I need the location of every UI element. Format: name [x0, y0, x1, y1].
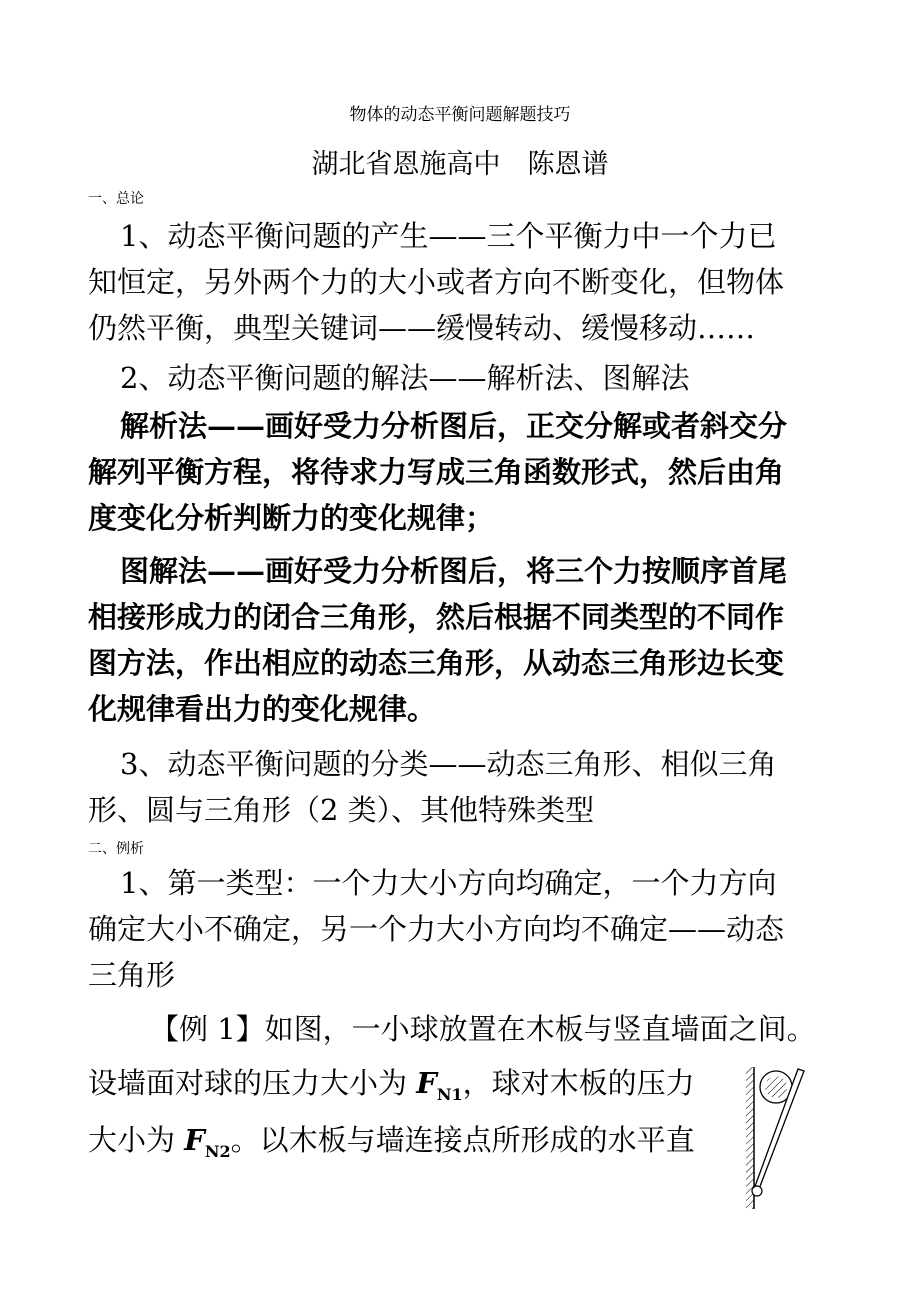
paragraph-analytic-method — [88, 403, 787, 541]
text-line: 大小为 $F_{N2}$。以木板与墙连接点所形成的水平直 — [88, 1123, 695, 1161]
text-line: 1、动态平衡问题的产生——三个平衡力中一个力已 — [120, 219, 777, 253]
ball-shading — [765, 1076, 787, 1098]
text-line: 解析法——画好受力分析图后，正交分解或者斜交分 — [120, 409, 788, 443]
text-line: 知恒定，另外两个力的大小或者方向不断变化，但物体 — [88, 265, 785, 299]
text-line: 3、动态平衡问题的分类——动态三角形、相似三角 — [120, 747, 777, 781]
text-line: 仍然平衡，典型关键词——缓慢转动、缓慢移动…… — [88, 311, 756, 345]
document-author: 湖北省恩施高中 陈恩谱 — [311, 149, 609, 180]
text-line: 三角形 — [88, 958, 176, 992]
text-line: 相接形成力的闭合三角形，然后根据不同类型的不同作 — [88, 600, 785, 634]
text-line: 图方法，作出相应的动态三角形，从动态三角形边长变 — [88, 646, 785, 680]
subscript-n2: N2 — [204, 1141, 231, 1161]
text-line: 【例 1】如图，一小球放置在木板与竖直墙面之间。 — [150, 1012, 816, 1046]
hinge-joint — [752, 1186, 762, 1196]
section-heading-examples: 二、例析 — [88, 841, 144, 857]
text-line: 确定大小不确定，另一个力大小方向均不确定——动态 — [88, 912, 785, 946]
text-line: 设墙面对球的压力大小为 $F_{N1}$，球对木板的压力 — [88, 1066, 695, 1104]
force-symbol: F — [184, 1123, 205, 1157]
text-line: 形、圆与三角形（2 类）、其他特殊类型 — [88, 793, 595, 827]
text-line: 化规律看出力的变化规律。 — [88, 692, 437, 726]
text-line: 1、第一类型：一个力大小方向均确定，一个力方向 — [120, 866, 777, 900]
text-line: 解列平衡方程，将待求力写成三角函数形式，然后由角 — [88, 455, 785, 489]
section-heading-overview: 一、总论 — [88, 191, 144, 207]
paragraph-item-2 — [88, 355, 689, 401]
ball-board-wall-diagram — [740, 1065, 812, 1215]
paragraph-example-1 — [88, 1003, 816, 1169]
text-line: 度变化分析判断力的变化规律； — [88, 501, 495, 535]
paragraph-type-1 — [88, 860, 784, 998]
force-symbol: F — [416, 1066, 437, 1100]
paragraph-graphic-method — [88, 548, 787, 732]
document-title: 物体的动态平衡问题解题技巧 — [349, 105, 571, 125]
text-line: 图解法——画好受力分析图后，将三个力按顺序首尾 — [120, 554, 788, 588]
subscript-n1: N1 — [436, 1084, 463, 1104]
paragraph-item-1 — [88, 213, 784, 351]
text-line: 2、动态平衡问题的解法——解析法、图解法 — [120, 361, 690, 395]
paragraph-item-3 — [88, 741, 776, 833]
